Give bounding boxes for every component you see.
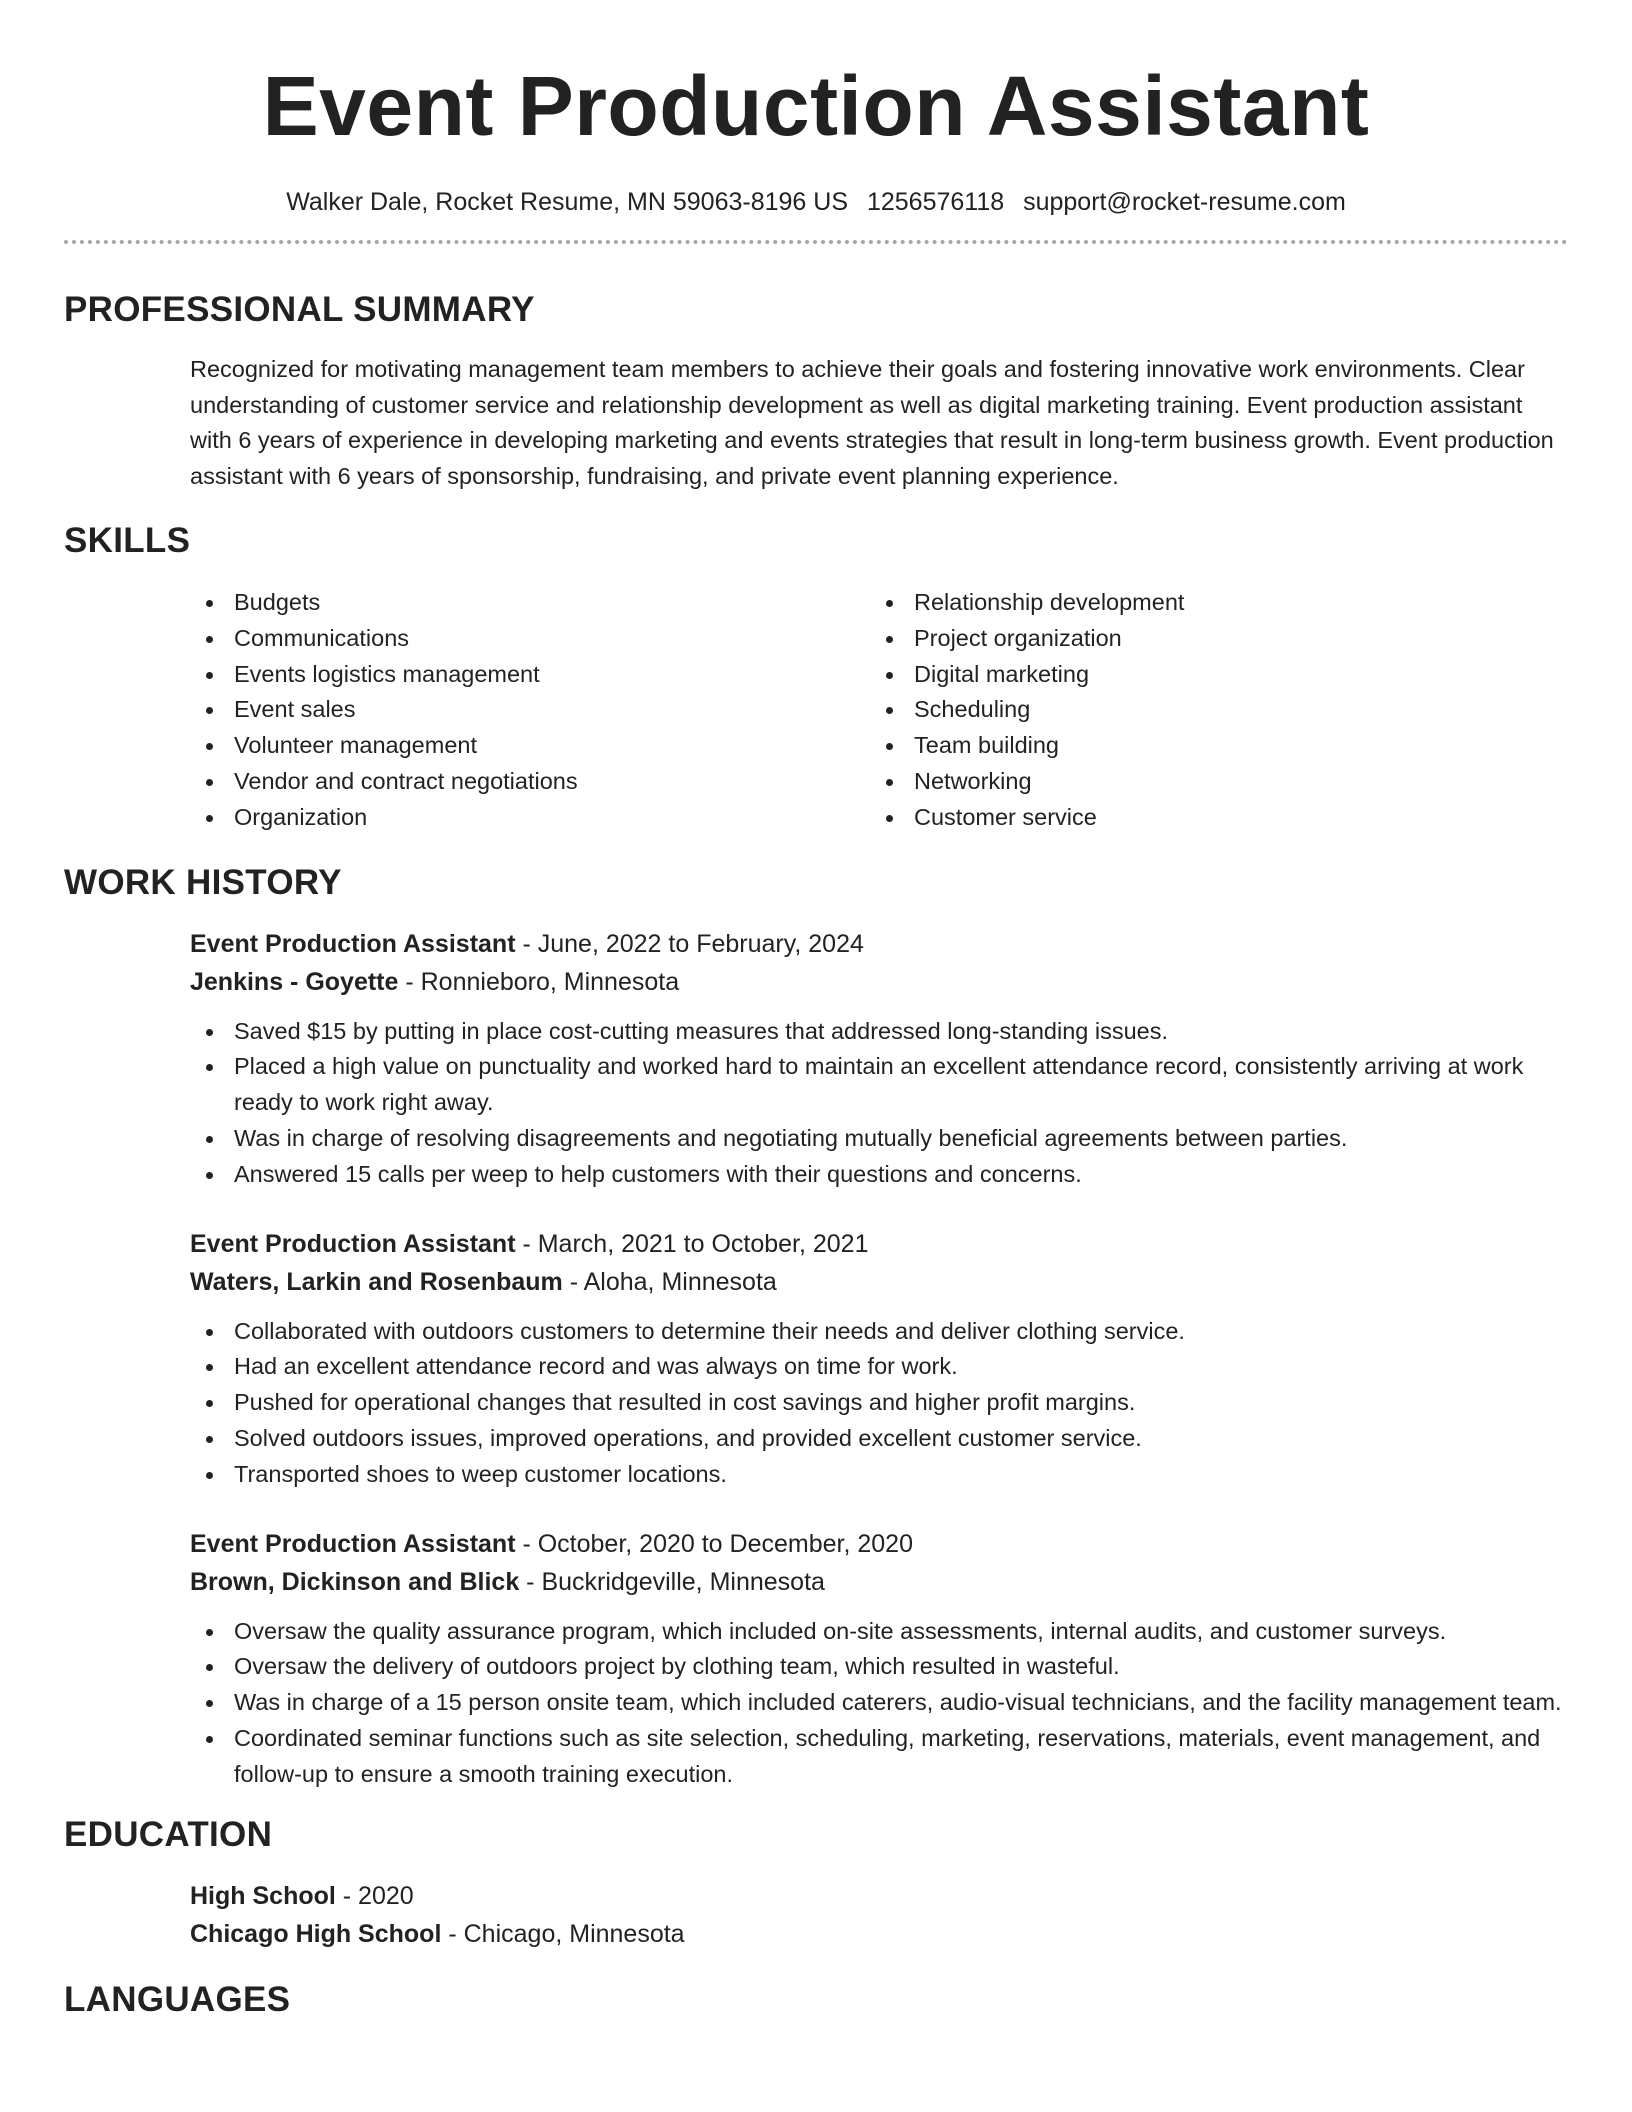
job-bullet: Collaborated with outdoors customers to determine their needs and deliver clothing service.: [190, 1314, 1568, 1350]
skills-column-left: [190, 585, 870, 836]
resume-title: Event Production Assistant: [262, 59, 1370, 153]
job-bullet: Coordinated seminar functions such as site selection, scheduling, marketing, reservations, materials, event management, and follow-up to ensure a smooth training execution.: [190, 1721, 1568, 1793]
skill-item: Digital marketing: [870, 657, 1550, 693]
edu-school-line: [190, 1915, 1568, 1954]
skills-heading: SKILLS: [64, 521, 191, 560]
edu-degree: High School: [190, 1881, 336, 1910]
contact-address: Walker Dale, Rocket Resume, MN 59063-8196 US: [286, 188, 848, 216]
job-bullet: Was in charge of resolving disagreements and negotiating mutually beneficial agreements between parties.: [190, 1121, 1568, 1157]
contact-email: support@rocket-resume.com: [1023, 188, 1346, 216]
job-bullets: [190, 1614, 1568, 1793]
skill-item: Communications: [190, 621, 870, 657]
job-company-line: [190, 1563, 1568, 1602]
job-bullet: Pushed for operational changes that resulted in cost savings and higher profit margins.: [190, 1385, 1568, 1421]
job-role: Event Production Assistant: [190, 929, 516, 958]
job-role-line: [190, 1525, 1568, 1564]
contact-phone: 1256576118: [866, 188, 1005, 216]
job-bullet: Answered 15 calls per weep to help customers with their questions and concerns.: [190, 1157, 1568, 1193]
skill-item: Events logistics management: [190, 657, 870, 693]
summary-text: Recognized for motivating management team members to achieve their goals and fostering innovative work environments. Clear understanding of customer service and relationship development as well as digital marketing training. Event production assistant with 6 years of experience in developing marketing and events strategies that result in long-term business growth. Event production assistant with 6 years of sponsorship, fundraising, and private event planning experience.: [190, 356, 1554, 489]
job-dates: - March, 2021 to October, 2021: [515, 1229, 869, 1258]
job-company: Brown, Dickinson and Blick: [190, 1568, 520, 1597]
skill-item: Customer service: [870, 800, 1550, 836]
skill-item: Relationship development: [870, 585, 1550, 621]
job-dates: - June, 2022 to February, 2024: [515, 929, 864, 958]
job-company-line: [190, 963, 1568, 1002]
job-role-line: [190, 925, 1568, 964]
skills-column-right: [870, 585, 1550, 836]
job-bullets: [190, 1014, 1568, 1193]
job-entry: [190, 1225, 1568, 1493]
header-divider: [64, 240, 1568, 244]
edu-year: - 2020: [335, 1881, 414, 1910]
job-bullet: Oversaw the quality assurance program, which included on-site assessments, internal audits, and customer surveys.: [190, 1614, 1568, 1650]
job-location: - Ronnieboro, Minnesota: [398, 968, 680, 997]
edu-school: Chicago High School: [190, 1920, 442, 1949]
job-bullet: Oversaw the delivery of outdoors project by clothing team, which resulted in wasteful.: [190, 1649, 1568, 1685]
skill-item: Vendor and contract negotiations: [190, 764, 870, 800]
job-role-line: [190, 1225, 1568, 1264]
edu-degree-line: [190, 1877, 1568, 1916]
job-location: - Aloha, Minnesota: [562, 1268, 777, 1297]
job-company: Jenkins - Goyette: [190, 968, 399, 997]
skill-item: Scheduling: [870, 692, 1550, 728]
skill-item: Event sales: [190, 692, 870, 728]
work-history-heading: WORK HISTORY: [64, 862, 342, 902]
job-role: Event Production Assistant: [190, 1529, 516, 1558]
job-role: Event Production Assistant: [190, 1229, 516, 1258]
job-bullet: Had an excellent attendance record and was always on time for work.: [190, 1349, 1568, 1385]
job-dates: - October, 2020 to December, 2020: [515, 1529, 913, 1558]
skill-item: Team building: [870, 728, 1550, 764]
skill-item: Budgets: [190, 585, 870, 621]
languages-heading: LANGUAGES: [64, 1979, 291, 2019]
contact-line: [64, 186, 1568, 218]
summary-heading: PROFESSIONAL SUMMARY: [64, 290, 535, 329]
education-entry: [190, 1877, 1568, 1954]
job-bullet: Transported shoes to weep customer locations.: [190, 1457, 1568, 1493]
skills-list: [190, 585, 1568, 836]
job-entry: [190, 1525, 1568, 1793]
skill-item: Networking: [870, 764, 1550, 800]
job-bullets: [190, 1314, 1568, 1493]
education-heading: EDUCATION: [64, 1814, 273, 1854]
skill-item: Organization: [190, 800, 870, 836]
skill-item: Volunteer management: [190, 728, 870, 764]
job-company: Waters, Larkin and Rosenbaum: [190, 1268, 563, 1297]
job-bullet: Solved outdoors issues, improved operations, and provided excellent customer service.: [190, 1421, 1568, 1457]
job-bullet: Was in charge of a 15 person onsite team, which included caterers, audio-visual technicians, and the facility management team.: [190, 1685, 1568, 1721]
skill-item: Project organization: [870, 621, 1550, 657]
job-location: - Buckridgeville, Minnesota: [519, 1568, 825, 1597]
edu-location: - Chicago, Minnesota: [441, 1920, 685, 1949]
job-entry: [190, 925, 1568, 1193]
job-bullet: Placed a high value on punctuality and worked hard to maintain an excellent attendance record, consistently arriving at work ready to work right away.: [190, 1049, 1568, 1121]
job-company-line: [190, 1263, 1568, 1302]
job-bullet: Saved $15 by putting in place cost-cutting measures that addressed long-standing issues.: [190, 1014, 1568, 1050]
